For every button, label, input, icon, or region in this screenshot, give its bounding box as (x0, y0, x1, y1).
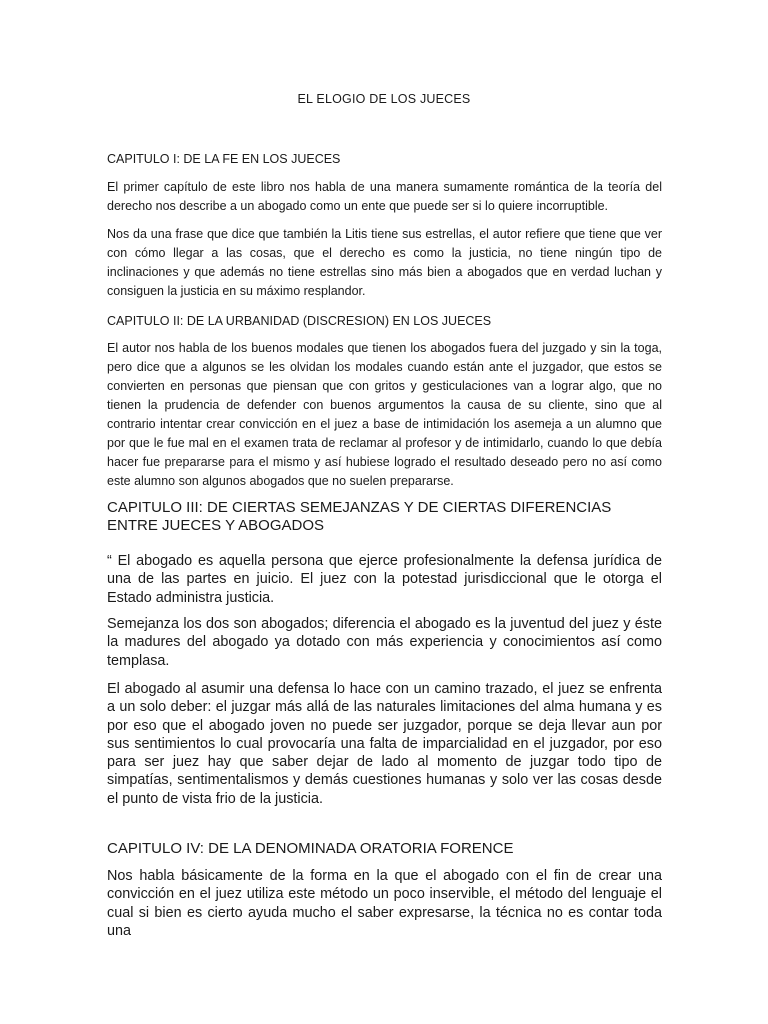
document-title: EL ELOGIO DE LOS JUECES (297, 92, 471, 106)
chapter-2-heading: CAPITULO II: DE LA URBANIDAD (DISCRESION) EN LOS JUECES (107, 314, 492, 328)
chapter-3-paragraph-3: El abogado al asumir una defensa lo hace con un camino trazado, el juez se enfrenta a un solo deber: el juzgar más allá de las naturales limitaciones del alma humana y es por eso que el abogado joven no puede ser juzgador, porque se deja llevar aun por sus sentimientos lo cual provocaría una falta de imparcialidad en el juzgador, por eso para ser juez hay que saber dejar de lado al momento de juzgar todo tipo de simpatías, sentimentalismos y demás cuestiones humanas y solo ver las cosas desde el punto de vista frio de la justicia. (107, 681, 662, 807)
chapter-4-heading: CAPITULO IV: DE LA DENOMINADA ORATORIA FORENCE (107, 840, 514, 857)
chapter-2-paragraph-1: El autor nos habla de los buenos modales que tienen los abogados fuera del juzgado y sin la toga, pero dice que a algunos se les olvidan los modales cuando están ante el juzgador, que estos se convierten en personas que piensan que con gritos y gesticulaciones van a lograr algo, que no tienen la prudencia de defender con buenos argumentos la causa de su cliente, sino que al contrario intentar crear convicción en el juez a base de intimidación los asemeja a un alumno que por que le fue mal en el examen trata de reclamar al profesor y de intimidarlo, cuando lo que debía hacer fue prepararse para el mismo y así hubiese logrado el resultado deseado pero no así como este alumno son algunos abogados que no suelen prepararse. (107, 341, 662, 488)
chapter-4-paragraph-1: Nos habla básicamente de la forma en la que el abogado con el fin de crear una convicción en el juez utiliza este método un poco inservible, el método del lenguaje el cual si bien es cierto ayuda mucho el saber expresarse, la técnica no es contar toda una (107, 868, 662, 939)
chapter-1-heading: CAPITULO I: DE LA FE EN LOS JUECES (107, 152, 341, 166)
chapter-3-paragraph-1: “ El abogado es aquella persona que ejerce profesionalmente la defensa jurídica de una de las partes en juicio. El juez con la potestad jurisdiccional que le otorga el Estado administra justicia. (107, 553, 662, 606)
chapter-3-heading: CAPITULO III: DE CIERTAS SEMEJANZAS Y DE CIERTAS DIFERENCIAS ENTRE JUECES Y ABOGADOS (107, 499, 612, 534)
chapter-3-paragraph-2: Semejanza los dos son abogados; diferencia el abogado es la juventud del juez y éste la madures del abogado ya dotado con más experiencia y conocimientos así como templasa. (107, 616, 662, 669)
chapter-1-paragraph-1: El primer capítulo de este libro nos habla de una manera sumamente romántica de la teoría del derecho nos describe a un abogado como un ente que puede ser si lo quiere incorruptible. (107, 180, 662, 213)
chapter-1-paragraph-2: Nos da una frase que dice que también la Litis tiene sus estrellas, el autor refiere que tiene que ver con cómo llegar a las cosas, que el derecho es como la justicia, no tiene ningún tipo de inclinaciones y que además no tiene estrellas sino más bien a abogados que en verdad luchan y consiguen la justicia en su máximo resplandor. (107, 227, 662, 298)
